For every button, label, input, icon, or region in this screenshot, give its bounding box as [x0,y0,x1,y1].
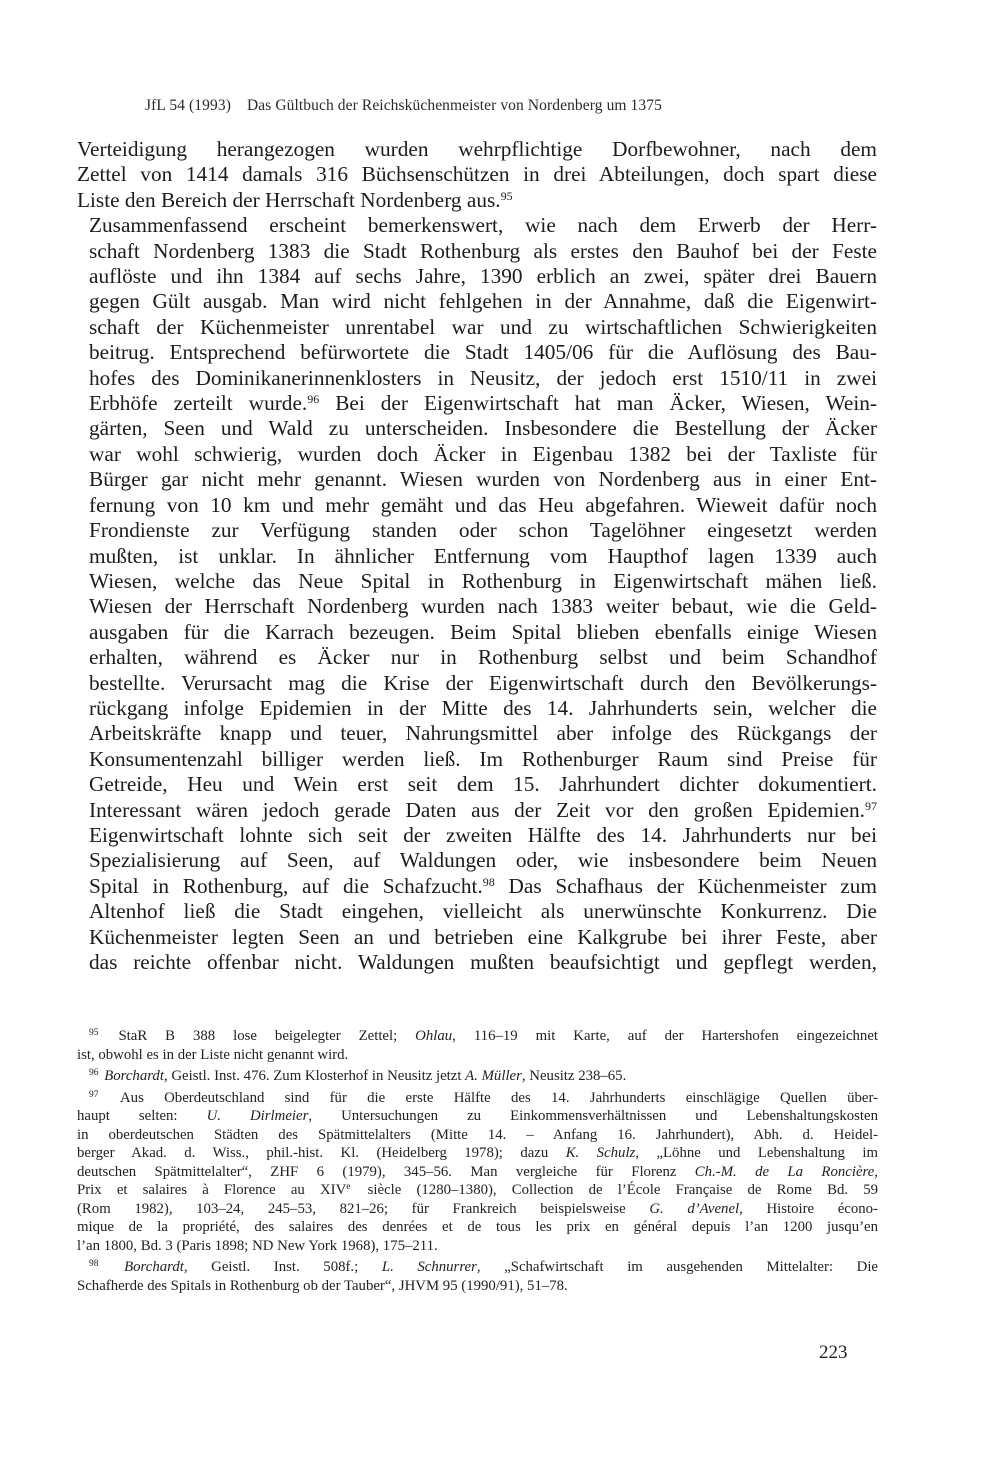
footnote-ref-96[interactable]: 96 [307,392,320,407]
footnote-ref-97[interactable]: 97 [865,798,877,813]
running-head [145,97,662,115]
text-line: Liste den Bereich der Herrschaft Nordenberg aus.$^{95}$ [77,187,513,212]
paragraph-2 [77,213,877,975]
text-line: hofes des Dominikanerinnenklosters in Neusitz, der jedoch erst 1510/11 in zwei [89,365,877,390]
text-line: Erbhöfe zerteilt wurde.$^{96}$ Bei der Eigenwirtschaft hat man Äcker, Wiesen, Wein- [89,391,877,416]
text-line: Konsumentenzahl billiger werden ließ. Im Rothenburger Raum sind Preise für [89,746,877,771]
text-line: gärten, Seen und Wald zu unterscheiden. Insbesondere die Bestellung der Äcker [89,416,877,441]
text-line: Spezialisierung auf Seen, auf Waldungen oder, wie insbesondere beim Neuen [89,848,877,873]
footnotes [77,1027,878,1298]
text-line: erhalten, während es Äcker nur in Rothenburg selbst und beim Schandhof [89,645,877,670]
footnote-98: $^{98}$ Borchardt, Geistl. Inst. 508f.; L. Schnurrer, „Schafwirtschaft im ausgehenden Mittelalter: Die Schafherde des Spitals in Rothenburg ob der Tauber“, JHVM 95 (1990/91), 51–78. [77,1259,878,1294]
footnote-number: 97 [89,1089,99,1100]
text-line: Zettel von 1414 damals 316 Büchsenschützen in drei Abteilungen, doch spart diese [77,162,877,187]
text-line: gegen Gült ausgab. Man wird nicht fehlgehen in der Annahme, daß die Eigenwirt- [89,289,877,314]
footnote-number: 98 [89,1259,99,1269]
text-line: das reichte offenbar nicht. Waldungen mußten beaufsichtigt und gepflegt werden, [89,950,877,974]
footnote-97: $^{97}$ Aus Oberdeutschland sind für die erste Hälfte des 14. Jahrhunderts einschlägige Quellen über- haupt selten: U. Dirlmeier, Untersuchungen zu Einkommensverhältnissen und Lebenshaltungskosten in oberdeutschen Städten des Spätmittelalters (Mitte 14. – Anfang 16. Jahrhundert), Abh. d. Heidel- berger Akad. d. Wiss., phil.-hist. Kl. (Heidelberg 1978); dazu K. Schulz, „Löhne und Lebenshaltung im deutschen Spätmittelalter“, ZHF 6 (1979), 345–56. Man vergleiche für Florenz Ch.-M. de La Roncière, Prix et salaires à Florence au XIVe siècle (1280–1380), Collection de l’École Française de Rome Bd. 59 (Rom 1982), 103–24, 245–53, 821–26; für Frankreich beispielsweise G. d’Avenel, Histoire écono- mique de la propriété, des salaires des denrées et de tous les prix en général depuis l’an 1200 jusqu’en l’an 1800, Bd. 3 (Paris 1898; ND New York 1968), 175–211. [77,1089,879,1254]
text-line: Eigenwirtschaft lohnte sich seit der zweiten Hälfte des 14. Jahrhunderts nur bei [89,822,877,847]
text-line: ausgaben für die Karrach bezeugen. Beim Spital blieben ebenfalls einige Wiesen [89,619,877,644]
page-number: 223 [819,1342,848,1363]
footnote-95: $^{95}$ StaR B 388 lose beigelegter Zettel; Ohlau, 116–19 mit Karte, auf der Hartershofen eingezeichnet ist, obwohl es in der Liste nicht genannt wird. [77,1028,878,1063]
journal-reference: JfL 54 (1993) [145,97,231,114]
text-line: rückgang infolge Epidemien in der Mitte des 14. Jahrhunderts sein, welcher die [89,695,877,720]
text-line: Arbeitskräfte knapp und teuer, Nahrungsmittel aber infolge des Rückgangs der [89,721,877,746]
text-line: mußten, ist unklar. In ähnlicher Entfernung vom Haupthof lagen 1339 auch [89,543,877,568]
text-line: beitrug. Entsprechend befürwortete die Stadt 1405/06 für die Auflösung des Bau- [89,340,877,365]
text-line: Küchenmeister legten Seen an und betrieben eine Kalkgrube bei ihrer Feste, aber [89,924,877,949]
text-line: bestellte. Verursacht mag die Krise der Eigenwirtschaft durch den Bevölkerungs- [89,670,877,695]
text-line: Altenhof ließ die Stadt eingehen, vielleicht als unerwünschte Konkurrenz. Die [89,899,877,924]
text-line: Getreide, Heu und Wein erst seit dem 15. Jahrhundert dichter dokumentiert. [89,772,877,797]
main-text [77,137,877,975]
text-line: fernung von 10 km und mehr gemäht und das Heu abgefahren. Wieweit dafür noch [89,492,877,517]
text-line: Frondienste zur Verfügung standen oder schon Tagelöhner eingesetzt werden [89,518,877,543]
text-line: Wiesen, welche das Neue Spital in Rothenburg in Eigenwirtschaft mähen ließ. [89,568,877,593]
text-line: Verteidigung herangezogen wurden wehrpflichtige Dorfbewohner, nach dem [77,137,877,161]
text-line: Zusammenfassend erscheint bemerkenswert, wie nach dem Erwerb der Herr- [89,213,877,238]
footnote-number: 95 [89,1028,99,1038]
footnote-96: $^{96}$ Borchardt, Geistl. Inst. 476. Zum Klosterhof in Neusitz jetzt A. Müller, Neusitz 238–65. [89,1068,627,1084]
text-line: war wohl schwierig, wurden doch Äcker in Eigenbau 1382 bei der Taxliste für [89,441,877,466]
text-line: Interessant wären jedoch gerade Daten aus der Zeit vor den großen Epidemien.$^{97}$ [89,797,877,822]
paragraph-1 [77,137,877,213]
text-line: Spital in Rothenburg, auf die Schafzucht.$^{98}$ Das Schafhaus der Küchenmeister zum [89,873,877,898]
text-line: schaft der Küchenmeister unrentabel war und zu wirtschaftlichen Schwierigkeiten [89,314,877,339]
text-line: Bürger gar nicht mehr genannt. Wiesen wurden von Nordenberg aus in einer Ent- [89,467,877,492]
footnote-ref-95[interactable]: 95 [500,188,513,203]
text-line: auflöste und ihn 1384 auf sechs Jahre, 1390 erblich an zwei, später drei Bauern [89,264,877,289]
footnote-number: 96 [89,1068,99,1078]
footnote-ref-98[interactable]: 98 [482,874,495,889]
text-line: Wiesen der Herrschaft Nordenberg wurden nach 1383 weiter bebaut, wie die Geld- [89,594,877,619]
article-title: Das Gültbuch der Reichsküchenmeister von Nordenberg um 1375 [246,97,662,114]
text-line: schaft Nordenberg 1383 die Stadt Rothenburg als erstes den Bauhof bei der Feste [89,238,877,263]
